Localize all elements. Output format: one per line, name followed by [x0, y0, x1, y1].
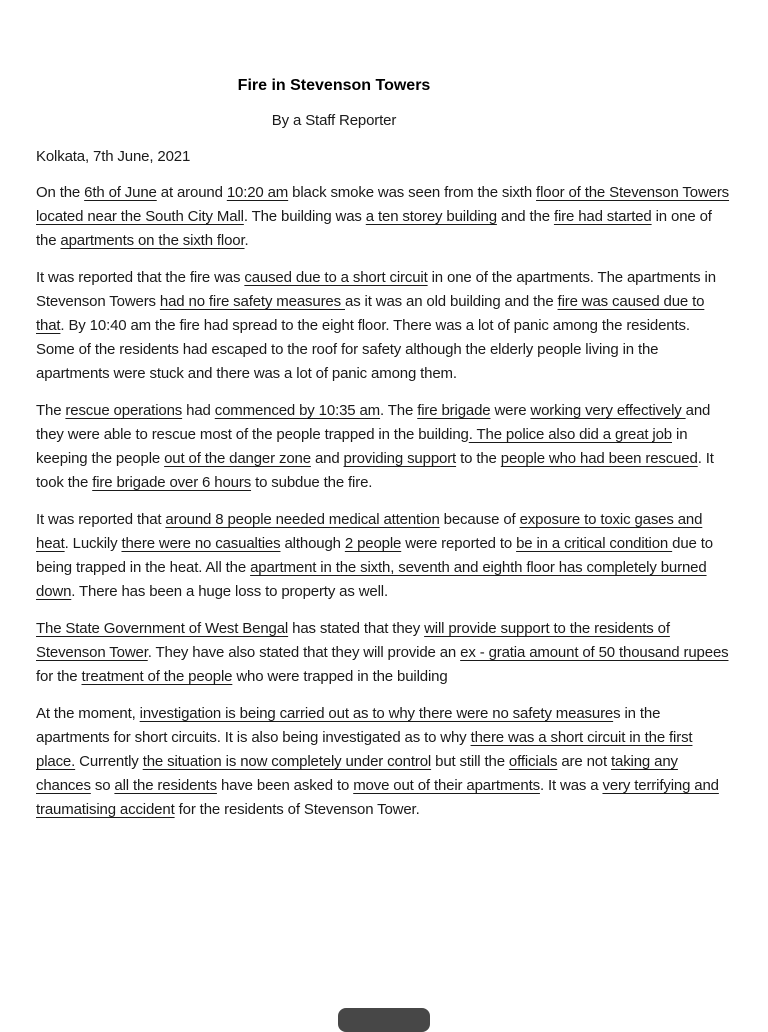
article-paragraph	[36, 181, 732, 253]
underlined-text-run: there was a short circuit in the first place.	[36, 729, 693, 770]
text-run: in one of the apartments. The apartments in Stevenson Towers	[36, 269, 716, 310]
underlined-text-run: 6th of June	[84, 184, 157, 201]
underlined-text-run: floor of the Stevenson Towers located near the South City Mall	[36, 184, 730, 225]
text-run: and	[310, 450, 344, 467]
underlined-text-run: people who had been rescued	[500, 450, 698, 467]
text-run: . By 10:40 am the fire had spread to the eight floor. There was a lot of panic among the residents. Some of the residents had escaped to the roof for safety although the elderly people living in the apartments were stuck and there was a lot of panic among them.	[36, 317, 690, 382]
article-paragraph	[36, 617, 732, 689]
article-byline: By a Staff Reporter	[271, 112, 397, 129]
underlined-text-run: fire was caused due to that	[36, 293, 705, 334]
underlined-text-run: had no fire safety measures	[159, 293, 345, 310]
text-run: to subdue the fire.	[251, 474, 373, 491]
underlined-text-run: apartments on the sixth floor	[60, 232, 245, 249]
underlined-text-run: fire brigade	[417, 402, 491, 419]
text-run: for the residents of Stevenson Tower.	[174, 801, 420, 818]
text-run: at around	[156, 184, 227, 201]
text-run: have been asked to	[216, 777, 354, 794]
text-run: in one of the	[36, 208, 712, 249]
underlined-text-run: there were no casualties	[121, 535, 281, 552]
text-run: s in the apartments for short circuits. It is also being investigated as to why	[36, 705, 661, 746]
text-run: but still the	[431, 753, 509, 770]
text-run: are not	[557, 753, 611, 770]
article-title: Fire in Stevenson Towers	[237, 77, 431, 94]
underlined-text-run: fire brigade over 6 hours	[92, 474, 252, 491]
text-run: Currently	[75, 753, 143, 770]
text-run: who were trapped in the building	[232, 668, 448, 685]
text-run: On the	[36, 184, 85, 201]
underlined-text-run: . The police also did a great job	[468, 426, 672, 443]
underlined-text-run: around 8 people needed medical attention	[165, 511, 440, 528]
underlined-text-run: be in a critical condition	[516, 535, 673, 552]
text-run: as it was an old building and the	[345, 293, 558, 310]
article-paragraph	[36, 399, 732, 495]
underlined-text-run: rescue operations	[65, 402, 183, 419]
underlined-text-run: treatment of the people	[81, 668, 233, 685]
text-run: so	[90, 777, 115, 794]
article-paragraph	[36, 508, 732, 604]
text-run: due to being trapped in the heat. All the	[36, 535, 713, 576]
text-run: for the	[36, 668, 82, 685]
text-run: has stated that they	[288, 620, 425, 637]
underlined-text-run: the situation is now completely under control	[142, 753, 432, 770]
underlined-text-run: a ten storey building	[365, 208, 497, 225]
article-dateline: Kolkata, 7th June, 2021	[36, 148, 191, 165]
text-run: . There has been a huge loss to property as well.	[71, 583, 388, 600]
text-run: . It took the	[36, 450, 714, 491]
underlined-text-run: exposure to toxic gases and heat	[36, 511, 703, 552]
text-run: and they were able to rescue most of the people trapped in the building	[36, 402, 711, 443]
underlined-text-run: 2 people	[344, 535, 402, 552]
underlined-text-run: fire had started	[553, 208, 652, 225]
text-run: because of	[439, 511, 520, 528]
underlined-text-run: caused due to a short circuit	[244, 269, 428, 286]
text-run: . They have also stated that they will provide an	[147, 644, 461, 661]
text-run: It was reported that	[36, 511, 166, 528]
text-run: The	[36, 402, 66, 419]
underlined-text-run: all the residents	[114, 777, 217, 794]
text-run: to the	[456, 450, 501, 467]
text-run: . The	[380, 402, 418, 419]
underlined-text-run: working very effectively	[530, 402, 686, 419]
underlined-text-run: commenced by 10:35 am	[214, 402, 381, 419]
text-run: It was reported that the fire was	[36, 269, 245, 286]
text-run: although	[280, 535, 345, 552]
underlined-text-run: officials	[508, 753, 558, 770]
underlined-text-run: 10:20 am	[226, 184, 289, 201]
underlined-text-run: investigation is being carried out as to why there were no safety measure	[139, 705, 614, 722]
text-run: black smoke was seen from the sixth	[288, 184, 537, 201]
underlined-text-run: very terrifying and traumatising accident	[36, 777, 719, 818]
underlined-text-run: providing support	[343, 450, 457, 467]
text-run: in keeping the people	[36, 426, 688, 467]
text-run: had	[182, 402, 215, 419]
text-run: . It was a	[539, 777, 603, 794]
text-run: .	[244, 232, 249, 249]
text-run: . Luckily	[64, 535, 122, 552]
article-body	[36, 181, 732, 822]
article-paragraph	[36, 702, 732, 822]
article-paragraph	[36, 266, 732, 386]
underlined-text-run: out of the danger zone	[164, 450, 311, 467]
text-run: were	[490, 402, 531, 419]
underlined-text-run: apartment in the sixth, seventh and eighth floor has completely burned down	[36, 559, 707, 600]
viewer-scroll-pill[interactable]	[338, 1008, 430, 1032]
underlined-text-run: will provide support to the residents of Stevenson Tower	[36, 620, 670, 661]
underlined-text-run: taking any chances	[36, 753, 678, 794]
text-run: and the	[496, 208, 554, 225]
text-run: . The building was	[243, 208, 366, 225]
text-run: At the moment,	[36, 705, 140, 722]
underlined-text-run: ex - gratia amount of 50 thousand rupees	[460, 644, 729, 661]
underlined-text-run: move out of their apartments	[353, 777, 540, 794]
underlined-text-run: The State Government of West Bengal	[36, 620, 289, 637]
text-run: were reported to	[401, 535, 517, 552]
